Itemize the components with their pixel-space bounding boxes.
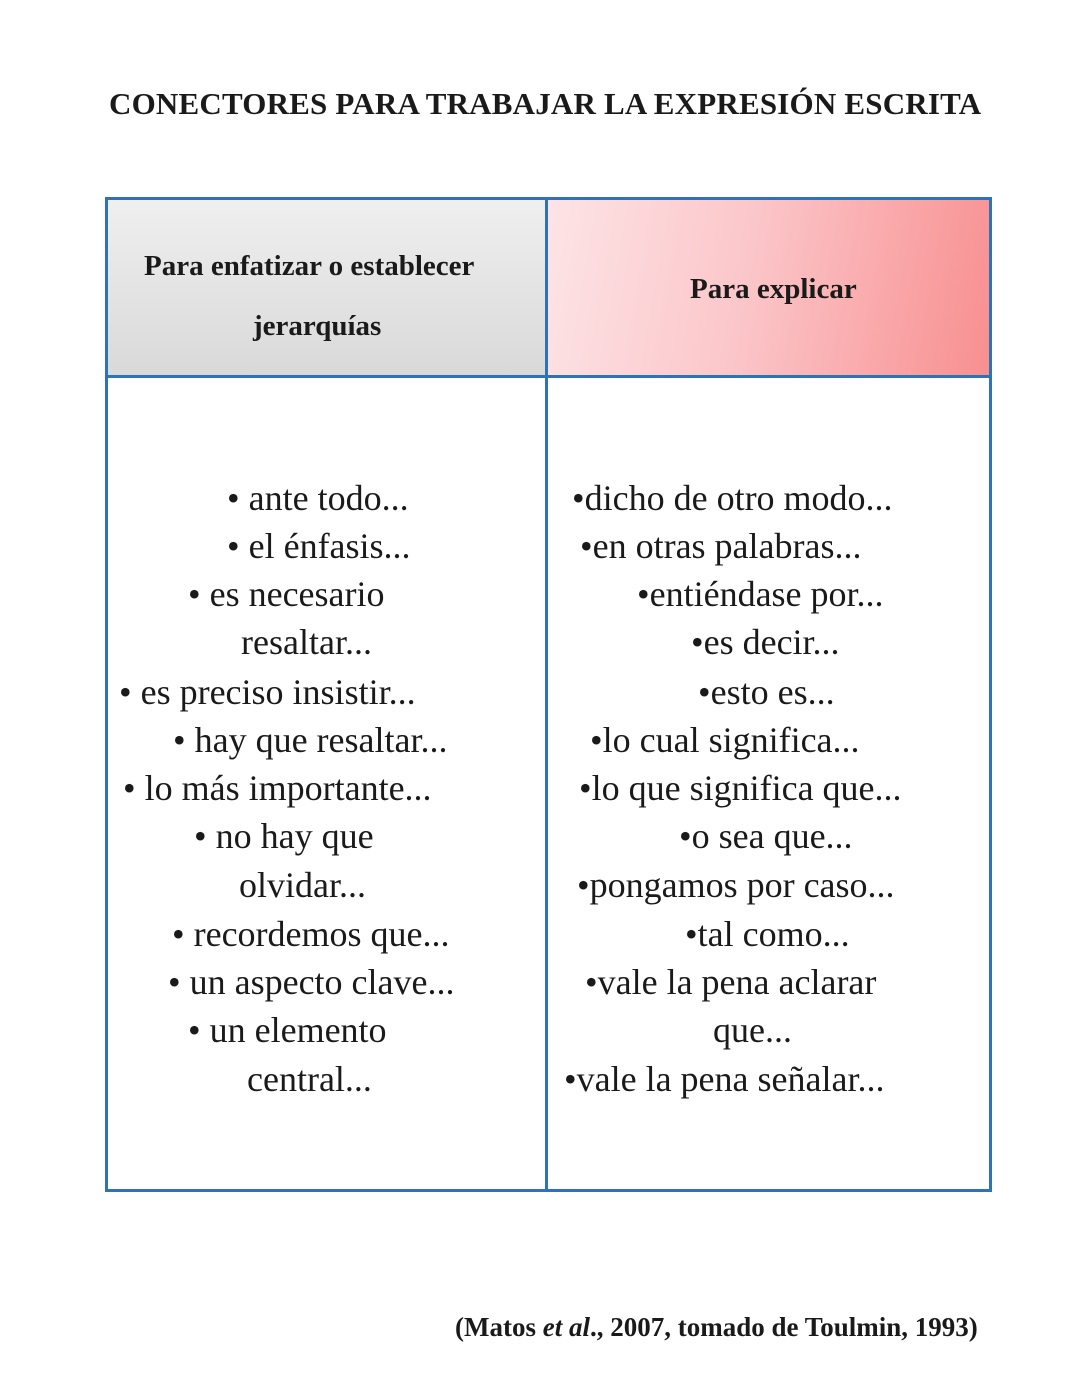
left-item: • recordemos que...: [172, 914, 450, 954]
header-emphasize-line2: jerarquías: [253, 310, 382, 342]
right-item: •tal como...: [685, 914, 850, 954]
document-title: CONECTORES PARA TRABAJAR LA EXPRESIÓN ESCRITA: [109, 86, 982, 121]
connectors-table: [105, 197, 992, 1192]
left-item: • ante todo...: [227, 478, 409, 518]
header-emphasize-line1: Para enfatizar o establecer: [144, 250, 475, 282]
right-item: •vale la pena aclarar: [585, 962, 877, 1002]
left-item: • es necesario: [188, 574, 385, 614]
right-item: •dicho de otro modo...: [572, 478, 893, 518]
left-item: • el énfasis...: [227, 526, 411, 566]
source-open: (Matos: [455, 1312, 543, 1342]
header-divider: [108, 375, 989, 378]
left-item: • es preciso insistir...: [119, 672, 416, 712]
header-cell-emphasize: [108, 200, 545, 376]
left-item: • hay que resaltar...: [173, 720, 448, 760]
header-explain: Para explicar: [690, 273, 857, 305]
header-cell-explain: [548, 200, 989, 376]
column-divider: [545, 200, 548, 1189]
source-citation: [455, 1312, 978, 1343]
right-item: •lo que significa que...: [579, 768, 902, 808]
left-item: olvidar...: [239, 865, 366, 905]
right-item: •o sea que...: [679, 816, 853, 856]
left-item: • un aspecto clave...: [168, 962, 455, 1002]
right-item: •esto es...: [698, 672, 835, 712]
source-rest: ., 2007, tomado de Toulmin, 1993): [589, 1312, 978, 1342]
left-item: • un elemento: [188, 1010, 387, 1050]
right-item: •lo cual significa...: [590, 720, 860, 760]
right-item: que...: [713, 1010, 792, 1050]
source-italic: et al: [542, 1312, 590, 1342]
left-item: resaltar...: [241, 622, 372, 662]
right-item: •pongamos por caso...: [577, 865, 895, 905]
left-item: • lo más importante...: [123, 768, 432, 808]
right-item: •es decir...: [691, 622, 840, 662]
right-item: •vale la pena señalar...: [564, 1059, 885, 1099]
left-item: • no hay que: [194, 816, 374, 856]
left-item: central...: [247, 1059, 372, 1099]
right-item: •en otras palabras...: [580, 526, 862, 566]
right-item: •entiéndase por...: [637, 574, 884, 614]
